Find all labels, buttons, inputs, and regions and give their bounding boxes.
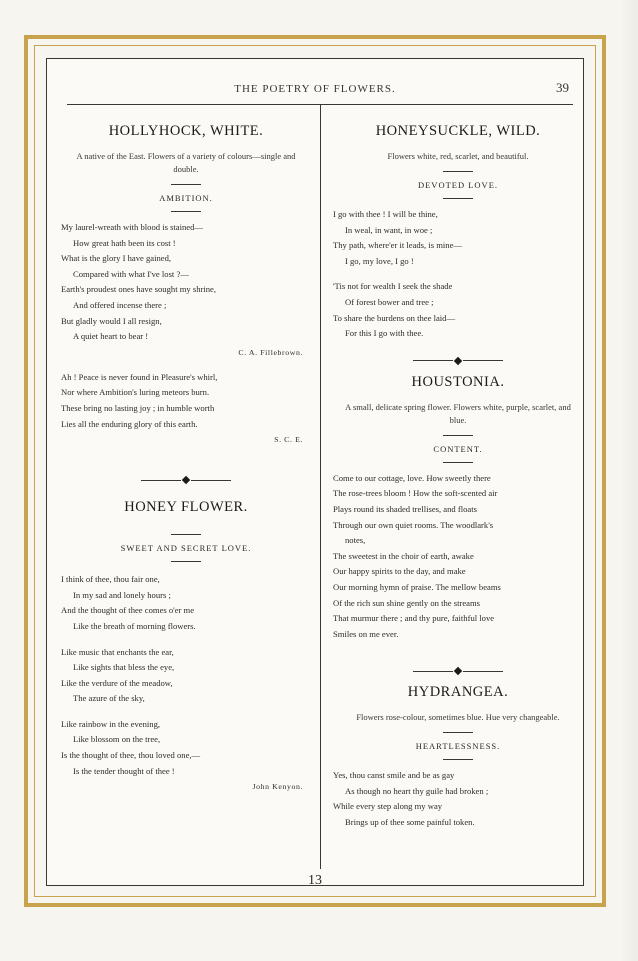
ornament-divider — [333, 358, 583, 364]
entry-description: A small, delicate spring flower. Flowers white, purple, scarlet, and blue. — [345, 401, 571, 425]
entry-title: HOUSTONIA. — [411, 373, 505, 390]
poem — [61, 220, 311, 447]
short-rule — [443, 462, 473, 463]
poem — [61, 572, 311, 794]
entry-title: HONEYSUCKLE, WILD. — [375, 123, 541, 139]
ornament-divider — [61, 477, 311, 483]
short-rule — [443, 732, 473, 733]
poem-line: Brings up of thee some painful token. — [345, 817, 475, 828]
right-column — [333, 115, 583, 831]
poem-line: Nor where Ambition's luring meteors burn. — [61, 387, 210, 398]
poem-line: That murmur there ; and thy pure, faithful love — [333, 613, 495, 624]
entry-hollyhock — [61, 123, 311, 447]
poem-line: Of forest bower and tree ; — [345, 296, 434, 307]
text-block — [46, 58, 584, 886]
column-divider — [320, 105, 321, 869]
short-rule — [443, 435, 473, 436]
poem-line: Like sights that bless the eye, — [73, 662, 175, 673]
ornament-divider — [333, 668, 583, 674]
poem-line: What is the glory I have gained, — [61, 253, 172, 264]
short-rule — [171, 561, 201, 562]
short-rule — [171, 211, 201, 212]
entry-honeysuckle — [333, 123, 583, 342]
entry-honey-flower — [61, 499, 311, 794]
poem-line: These bring no lasting joy ; in humble worth — [61, 402, 215, 413]
entry-title: HOLLYHOCK, WHITE. — [108, 123, 264, 139]
left-column — [61, 115, 311, 794]
poem-line: Our morning hymn of praise. The mellow beams — [333, 581, 501, 592]
poem-line: Come to our cottage, love. How sweetly there — [333, 472, 491, 483]
poem-line: Ah ! Peace is never found in Pleasure's whirl, — [61, 371, 218, 382]
entry-sentiment: DEVOTED LOVE. — [417, 180, 499, 190]
poem-line: 'Tis not for wealth I seek the shade — [333, 281, 453, 292]
poem-line: Like the breath of morning flowers. — [73, 620, 196, 631]
entry-description: Flowers rose-colour, sometimes blue. Hue very changeable. — [356, 712, 560, 723]
running-title: THE POETRY OF FLOWERS. — [234, 83, 396, 95]
entry-title: HYDRANGEA. — [407, 684, 509, 701]
poem-line: Is the tender thought of thee ! — [73, 765, 175, 776]
poem-line: My laurel-wreath with blood is stained— — [61, 222, 204, 232]
poem-line: How great hath been its cost ! — [73, 237, 176, 248]
short-rule — [171, 184, 201, 185]
poem-line: And the thought of thee comes o'er me — [61, 605, 195, 616]
poem-line: I go, my love, I go ! — [345, 255, 414, 266]
poem-line: While every step along my way — [333, 801, 443, 812]
entry-description: A native of the East. Flowers of a variety of colours—single and double. — [76, 151, 296, 174]
poem-attribution: S. C. E. — [274, 435, 303, 445]
poem-line: Compared with what I've lost ?— — [73, 268, 189, 279]
poem-line: A quiet heart to bear ! — [73, 331, 149, 342]
poem-line: Yes, thou canst smile and be as gay — [333, 770, 455, 781]
poem — [333, 207, 583, 342]
poem-line: I go with thee ! I will be thine, — [333, 209, 438, 219]
poem-attribution: John Kenyon. — [252, 782, 303, 792]
page-number: 39 — [556, 80, 569, 95]
entry-houstonia — [333, 374, 583, 643]
poem-line: In my sad and lonely hours ; — [73, 589, 171, 600]
poem — [333, 471, 583, 643]
poem-line: Smiles on me ever. — [333, 628, 399, 639]
short-rule — [171, 534, 201, 535]
signature-mark: 13 — [308, 873, 322, 888]
poem-line: And offered incense there ; — [73, 299, 167, 310]
entry-sentiment: HEARTLESSNESS. — [415, 741, 501, 752]
entry-sentiment: CONTENT. — [433, 443, 483, 454]
poem-line: Is the thought of thee, thou loved one,— — [61, 750, 201, 761]
poem-line: notes, — [345, 535, 366, 546]
page-edge-shadow — [620, 0, 638, 961]
poem-line: Like blossom on the tree, — [73, 734, 161, 745]
poem-line: The azure of the sky, — [73, 693, 145, 704]
poem-line: Our happy spirits to the day, and make — [333, 566, 466, 577]
poem-line: Through our own quiet rooms. The woodlark's — [333, 519, 494, 530]
poem — [333, 768, 583, 830]
poem-line: I think of thee, thou fair one, — [61, 574, 160, 585]
poem-line: In weal, in want, in woe ; — [345, 224, 433, 235]
poem-line: But gladly would I all resign, — [61, 315, 162, 326]
entry-description: Flowers white, red, scarlet, and beautiful. — [387, 151, 529, 161]
poem-line: Thy path, where'er it leads, is mine— — [333, 240, 462, 251]
poem-line: Like rainbow in the evening, — [61, 718, 161, 729]
poem-line: Plays round its shaded trellises, and floats — [333, 503, 477, 514]
poem-line: For this I go with thee. — [345, 328, 424, 339]
short-rule — [443, 171, 473, 172]
poem-line: As though no heart thy guile had broken ; — [345, 785, 489, 796]
entry-title: HONEY FLOWER. — [124, 499, 248, 516]
poem-line: The sweetest in the choir of earth, awake — [333, 550, 474, 561]
poem-line: Like the verdure of the meadow, — [61, 677, 173, 688]
poem-line: Like music that enchants the ear, — [61, 646, 174, 657]
short-rule — [443, 759, 473, 760]
poem-line: Earth's proudest ones have sought my shrine, — [61, 284, 217, 295]
short-rule — [443, 198, 473, 199]
poem-line: Of the rich sun shine gently on the streams — [333, 597, 481, 608]
entry-sentiment: SWEET AND SECRET LOVE. — [120, 543, 252, 554]
poem-line: Lies all the enduring glory of this earth. — [61, 418, 198, 429]
poem-attribution: C. A. Fillebrown. — [238, 347, 303, 357]
entry-hydrangea — [333, 684, 583, 830]
poem-line: To share the burdens on thee laid— — [333, 312, 456, 323]
poem-line: The rose-trees bloom ! How the soft-scented air — [333, 488, 498, 499]
entry-sentiment: AMBITION. — [159, 193, 213, 203]
